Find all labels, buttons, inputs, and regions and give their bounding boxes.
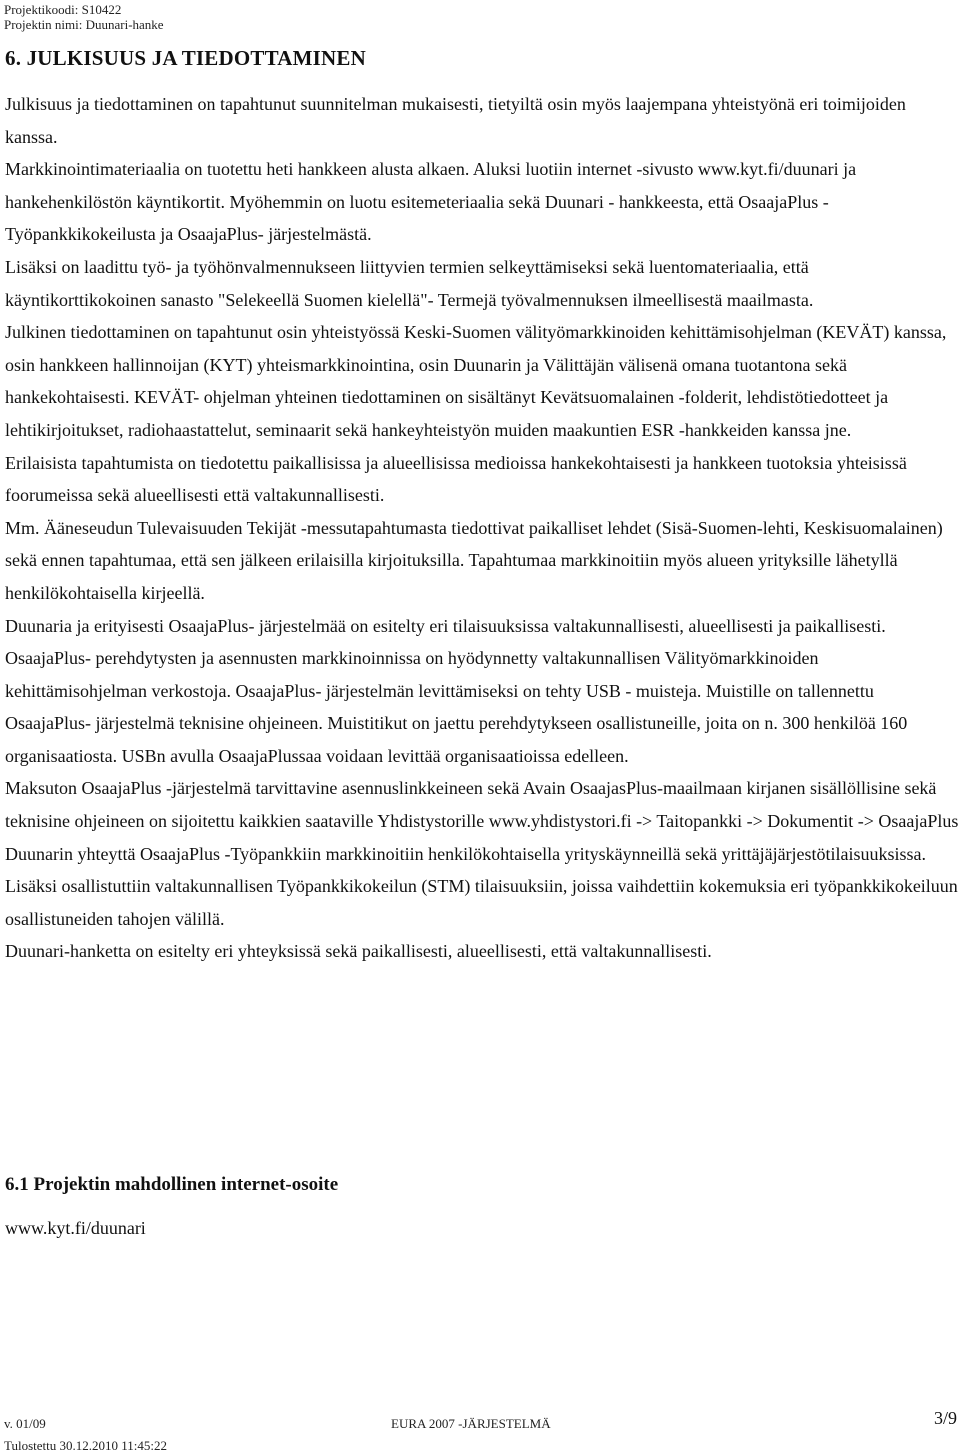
paragraph: Duunarin yhteyttä OsaajaPlus -Työpankkiin markkinoitiin henkilökohtaisella yrityskäynneillä sekä yrittäjäjärjestötilaisuuksissa. Lisäksi osallistuttiin valtakunnallisen Työpankkikokeilun (STM) tilaisuuksiin, joissa vaihdettiin kokemuksia eri työpankkikokeiluun osallistuneiden tahojen välillä.: [5, 843, 958, 929]
paragraph: Julkinen tiedottaminen on tapahtunut osin yhteistyössä Keski-Suomen välityömarkkinoiden kehittämisohjelman (KEVÄT) kanssa, osin hankkeen hallinnoijan (KYT) yhteismarkkinointina, osin Duunarin ja Välittäjän välisenä omana tuotantona sekä hankekohtaisesti. KEVÄT- ohjelman yhteinen tiedottaminen on sisältänyt Kevätsuomalainen -folderit, lehdistötiedotteet ja lehtikirjoitukset, radiohaastattelut, seminaarit sekä hankeyhteistyön muiden maakuntien ESR -hankkeiden kanssa jne.: [5, 322, 947, 440]
paragraph: Duunari-hanketta on esitelty eri yhteyksissä sekä paikallisesti, alueellisesti, että valtakunnallisesti.: [5, 941, 712, 962]
subsection-title: 6.1 Projektin mahdollinen internet-osoite: [5, 1174, 339, 1195]
paragraph: Lisäksi on laadittu työ- ja työhönvalmennukseen liittyvien termien selkeyttämiseksi sekä luentomateriaalia, että käyntikorttikokoinen sanasto "Selekeellä Suomen kielellä"- Termejä työvalmennuksen ilmeellisestä maailmasta.: [5, 256, 814, 310]
paragraph: Maksuton OsaajaPlus -järjestelmä tarvittavine asennuslinkkeineen sekä Avain OsaajasPlus-maailmaan kirjanen sisällöllisine sekä teknisine ohjeineen on sijoitettu kaikkien saataville Yhdistystorille www.yhdistystori.fi -> Taitopankki -> Dokumentit -> OsaajaPlus: [5, 778, 959, 832]
print-timestamp: Tulostettu 30.12.2010 11:45:22: [4, 1438, 168, 1453]
paragraph: Markkinointimateriaalia on tuotettu heti hankkeen alusta alkaen. Aluksi luotiin internet -sivusto www.kyt.fi/duunari ja hankehenkilöstön käyntikortit. Myöhemmin on luotu esitemeteriaalia sekä Duunari - hankkeesta, että OsaajaPlus -Työpankkikokeilusta ja OsaajaPlus- järjestelmästä.: [5, 159, 857, 245]
paragraph: Duunaria ja erityisesti OsaajaPlus- järjestelmää on esitelty eri tilaisuuksissa valtakunnallisesti, alueellisesti ja paikallisesti. OsaajaPlus- perehdytysten ja asennusten markkinoinnissa on hyödynnetty valtakunnallisen Välityömarkkinoiden kehittämisohjelman verkostoja. OsaajaPlus- järjestelmän levittämiseksi on tehty USB - muisteja. Muistille on tallennettu OsaajaPlus- järjestelmä teknisine ohjeineen. Muistitikut on jaettu perehdytykseen osallistuneille, joita on n. 300 henkilöä 160 organisaatiosta. USBn avulla OsaajaPlussaa voidaan levittää organisaatioissa edelleen.: [5, 615, 908, 766]
section-body: [5, 88, 960, 968]
page-number: 3/9: [933, 1408, 957, 1428]
paragraph: Mm. Ääneseudun Tulevaisuuden Tekijät -messutapahtumasta tiedottivat paikalliset lehdet (Sisä-Suomen-lehti, Keskisuomalainen) sekä ennen tapahtumaa, että sen jälkeen erilaisilla kirjoituksilla. Tapahtumaa markkinoitiin myös alueen yrityksille lähetyllä henkilökohtaisella kirjeellä.: [5, 517, 943, 603]
project-name: Projektin nimi: Duunari-hanke: [4, 17, 164, 32]
internet-address: www.kyt.fi/duunari: [5, 1218, 146, 1238]
section-title: 6. JULKISUUS JA TIEDOTTAMINEN: [5, 46, 366, 70]
project-code: Projektikoodi: S10422: [4, 2, 122, 17]
footer-version: v. 01/09: [4, 1416, 46, 1431]
paragraph: Julkisuus ja tiedottaminen on tapahtunut suunnitelman mukaisesti, tietyiltä osin myös laajempana yhteistyönä eri toimijoiden kanssa.: [5, 94, 906, 147]
footer-system: EURA 2007 -JÄRJESTELMÄ: [391, 1416, 551, 1431]
paragraph: Erilaisista tapahtumista on tiedotettu paikallisissa ja alueellisissa medioissa hankekohtaisesti ja hankkeen tuotoksia yhteisissä foorumeissa sekä alueellisesti että valtakunnallisesti.: [5, 452, 907, 506]
